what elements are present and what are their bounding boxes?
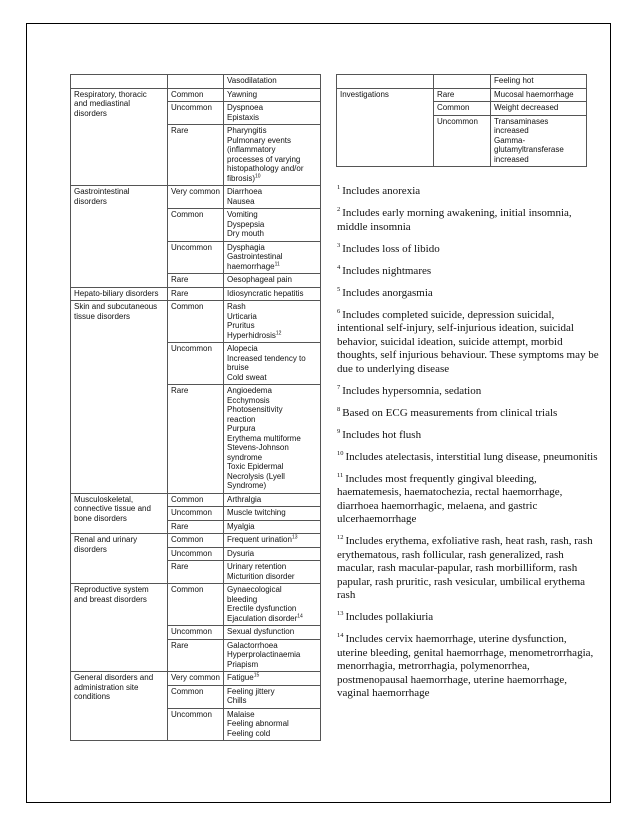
adverse-reaction-cell [224,520,321,534]
adverse-reaction-cell [224,672,321,686]
frequency-cell: Rare [168,385,224,494]
system-organ-class-cell: Gastrointestinal disorders [71,186,168,288]
footnote-number: 10 [337,449,344,457]
table-row [71,584,321,626]
adverse-reaction-cell [224,626,321,640]
adverse-reaction-cell [224,507,321,521]
adverse-reaction-terms: Galactorrhoea Hyperprolactinaemia Priapism [227,640,301,669]
frequency-cell [168,75,224,89]
adverse-reaction-terms: Urinary retention Micturition disorder [227,562,295,581]
frequency-cell: Rare [168,639,224,672]
adverse-reaction-cell [224,534,321,548]
frequency-cell: Uncommon [168,343,224,385]
frequency-cell: Common [434,102,491,116]
adverse-reaction-terms: Fatigue [227,673,254,682]
footnote-reference: 15 [253,672,260,679]
adverse-reaction-terms: Dysphagia Gastrointestinal haemorrhage [227,242,283,271]
frequency-cell: Rare [168,561,224,584]
footnote-text: Includes most frequently gingival bleeding, haematemesis, haematochezia, rectal haemorrhage, diarrhoea haemorrhagic, melaena, and gastric ulcerhaemorrhage [337,472,563,525]
system-organ-class-cell: Hepato-biliary disorders [71,287,168,301]
footnote-text: Includes completed suicide, depression suicidal, intentional self-injury, self-injurious ideation, suicidal behavior, suicidal ideation, suicide attempt, morbid thoughts, self injurious behaviour. These symptoms may be due to underlying disease [337,308,599,375]
adverse-reaction-terms: Malaise Feeling abnormal Feeling cold [227,709,289,738]
footnote-number: 6 [337,307,341,315]
system-organ-class-cell [337,75,434,89]
footnote-text: Includes hypersomnia, sedation [342,384,482,397]
footnote-number: 4 [337,263,341,271]
adverse-reaction-cell [224,561,321,584]
adverse-reaction-terms: Diarrhoea Nausea [227,187,263,206]
adverse-reaction-cell [224,639,321,672]
adverse-reaction-terms: Arthralgia [227,494,262,504]
system-organ-class-cell [71,75,168,89]
footnotes [337,185,599,709]
adverse-reaction-cell [224,287,321,301]
footnote-number: 11 [337,471,344,479]
table-row [71,287,321,301]
frequency-cell: Uncommon [168,507,224,521]
footnote-reference: 14 [297,612,303,619]
adverse-reaction-terms: Feeling hot [494,76,534,85]
footnote-text: Includes nightmares [342,264,432,277]
frequency-cell: Common [168,493,224,507]
frequency-cell: Common [168,685,224,708]
footnote-text: Includes cervix haemorrhage, uterine dysfunction, uterine bleeding, genital haemorrhage, menometrorrhagia, menorrhagia, metrorrhagia, polymenorrhea, postmenopausal haemorrhage, uterine haemorrhage, vaginal haemorrhage [337,633,594,699]
footnote-reference: 12 [275,329,282,336]
adverse-reaction-cell [224,274,321,288]
system-organ-class-cell: Musculoskeletal, connective tissue and bone disorders [71,493,168,534]
table-row [71,301,321,343]
adverse-reaction-cell [491,75,587,89]
footnote [337,611,599,625]
system-organ-class-cell: Investigations [337,88,434,167]
table-row [337,75,587,89]
frequency-cell: Common [168,88,224,102]
footnote [337,287,599,301]
adverse-reaction-terms: Gynaecological bleeding Erectile dysfunction Ejaculation disorder [227,585,298,623]
adverse-reaction-cell [224,102,321,125]
frequency-cell [434,75,491,89]
footnote-number: 3 [337,241,341,249]
frequency-cell: Very common [168,672,224,686]
adverse-reaction-terms: Yawning [227,89,258,99]
adverse-reaction-cell [491,88,587,102]
frequency-cell: Uncommon [168,708,224,741]
adverse-reaction-cell [224,343,321,385]
footnote-number: 8 [337,405,341,413]
footnote [337,633,599,701]
footnote-reference: 11 [274,260,280,267]
system-organ-class-cell: Respiratory, thoracic and mediastinal disorders [71,88,168,186]
adverse-reaction-cell [224,547,321,561]
footnote [337,385,599,399]
frequency-cell: Rare [434,88,491,102]
footnote-text: Includes loss of libido [342,242,440,255]
adverse-reaction-cell [224,88,321,102]
adverse-reaction-cell [224,301,321,343]
footnote-text: Includes pollakiuria [345,611,434,623]
footnote-text: Includes early morning awakening, initial insomnia, middle insomnia [337,207,572,233]
frequency-cell: Very common [168,186,224,209]
frequency-cell: Uncommon [168,102,224,125]
footnote-text: Includes hot flush [342,428,422,441]
adverse-reaction-terms: Myalgia [227,521,255,531]
footnote [337,429,599,443]
adverse-reaction-terms: Rash Urticaria Pruritus Hyperhidrosis [227,302,276,340]
adverse-reactions-table-right [336,74,587,167]
adverse-reaction-terms: Feeling jittery Chills [227,686,275,705]
footnote [337,265,599,279]
adverse-reaction-cell [224,708,321,741]
adverse-reaction-cell [224,584,321,626]
adverse-reaction-terms: Mucosal haemorrhage [494,89,574,99]
footnote-reference: 13 [291,534,298,541]
adverse-reaction-terms: Sexual dysfunction [227,627,295,636]
table-row [337,88,587,102]
table-row [71,75,321,89]
frequency-cell: Common [168,209,224,242]
footnote-text: Includes erythema, exfoliative rash, heat rash, rash, rash erythematous, rash follicular, rash generalized, rash macular, rash macular-papular, rash morbilliform, rash papular, rash pruritic, rash vesicular, umbilical erythema rash [337,535,593,601]
footnote [337,451,599,465]
adverse-reaction-cell [224,75,321,89]
footnote-number: 12 [337,534,344,542]
footnote [337,185,599,199]
adverse-reaction-terms: Frequent urination [227,535,292,544]
frequency-cell: Rare [168,274,224,288]
adverse-reaction-terms: Muscle twitching [227,508,286,517]
adverse-reaction-terms: Vomiting Dyspepsia Dry mouth [227,210,265,238]
adverse-reactions-table-left [70,74,321,741]
frequency-cell: Rare [168,125,224,186]
table-row [71,672,321,686]
footnote [337,309,599,377]
frequency-cell: Common [168,301,224,343]
footnote-text: Based on ECG measurements from clinical trials [342,406,558,419]
adverse-reaction-terms: Transaminases increased Gamma- glutamyltransferase increased [494,116,564,164]
system-organ-class-cell: Skin and subcutaneous tissue disorders [71,301,168,494]
adverse-reaction-terms: Idiosyncratic hepatitis [227,288,304,298]
adverse-reaction-terms: Dyspnoea Epistaxis [227,103,264,122]
footnote [337,535,599,603]
frequency-cell: Uncommon [434,115,491,167]
footnote [337,407,599,421]
adverse-reaction-terms: Oesophageal pain [227,275,292,284]
adverse-reaction-cell [491,115,587,167]
footnote-number: 13 [337,610,344,618]
adverse-reaction-terms: Angioedema Ecchymosis Photosensitivity reaction Purpura Erythema multiforme Stevens-Johnson syndrome Toxic Epidermal Necrolysis (Lyell Syndrome) [227,386,301,490]
adverse-reaction-terms: Dysuria [227,548,255,558]
system-organ-class-cell: Reproductive system and breast disorders [71,584,168,672]
footnote-number: 2 [337,206,341,214]
adverse-reaction-cell [224,385,321,494]
adverse-reaction-cell [491,102,587,116]
table-row [71,186,321,209]
adverse-reaction-cell [224,186,321,209]
footnote-reference: 10 [255,172,261,179]
footnote-text: Includes atelectasis, interstitial lung disease, pneumonitis [345,450,598,463]
system-organ-class-cell: Renal and urinary disorders [71,534,168,584]
footnote-number: 5 [337,285,341,293]
adverse-reaction-cell [224,241,321,274]
footnote-number: 7 [337,383,341,391]
frequency-cell: Uncommon [168,547,224,561]
adverse-reaction-terms: Weight decreased [494,103,559,112]
frequency-cell: Rare [168,287,224,301]
footnote-number: 9 [337,427,341,435]
frequency-cell: Common [168,584,224,626]
table-row [71,493,321,507]
system-organ-class-cell: General disorders and administration site conditions [71,672,168,741]
adverse-reaction-cell [224,209,321,242]
table-row [71,534,321,548]
adverse-reaction-terms: Vasodilatation [227,76,277,85]
frequency-cell: Uncommon [168,241,224,274]
footnote-text: Includes anorgasmia [342,286,433,299]
footnote [337,473,599,527]
adverse-reaction-cell [224,125,321,186]
adverse-reaction-cell [224,493,321,507]
adverse-reaction-cell [224,685,321,708]
footnote-text: Includes anorexia [342,185,421,197]
footnote-number: 1 [337,184,341,192]
adverse-reaction-terms: Pharyngitis Pulmonary events (inflammatory processes of varying histopathology and/or fibrosis) [227,126,304,183]
frequency-cell: Uncommon [168,626,224,640]
frequency-cell: Rare [168,520,224,534]
adverse-reaction-terms: Alopecia Increased tendency to bruise Cold sweat [227,344,306,382]
footnote [337,243,599,257]
footnote [337,207,599,234]
footnote-number: 14 [337,632,344,640]
frequency-cell: Common [168,534,224,548]
table-row [71,88,321,102]
